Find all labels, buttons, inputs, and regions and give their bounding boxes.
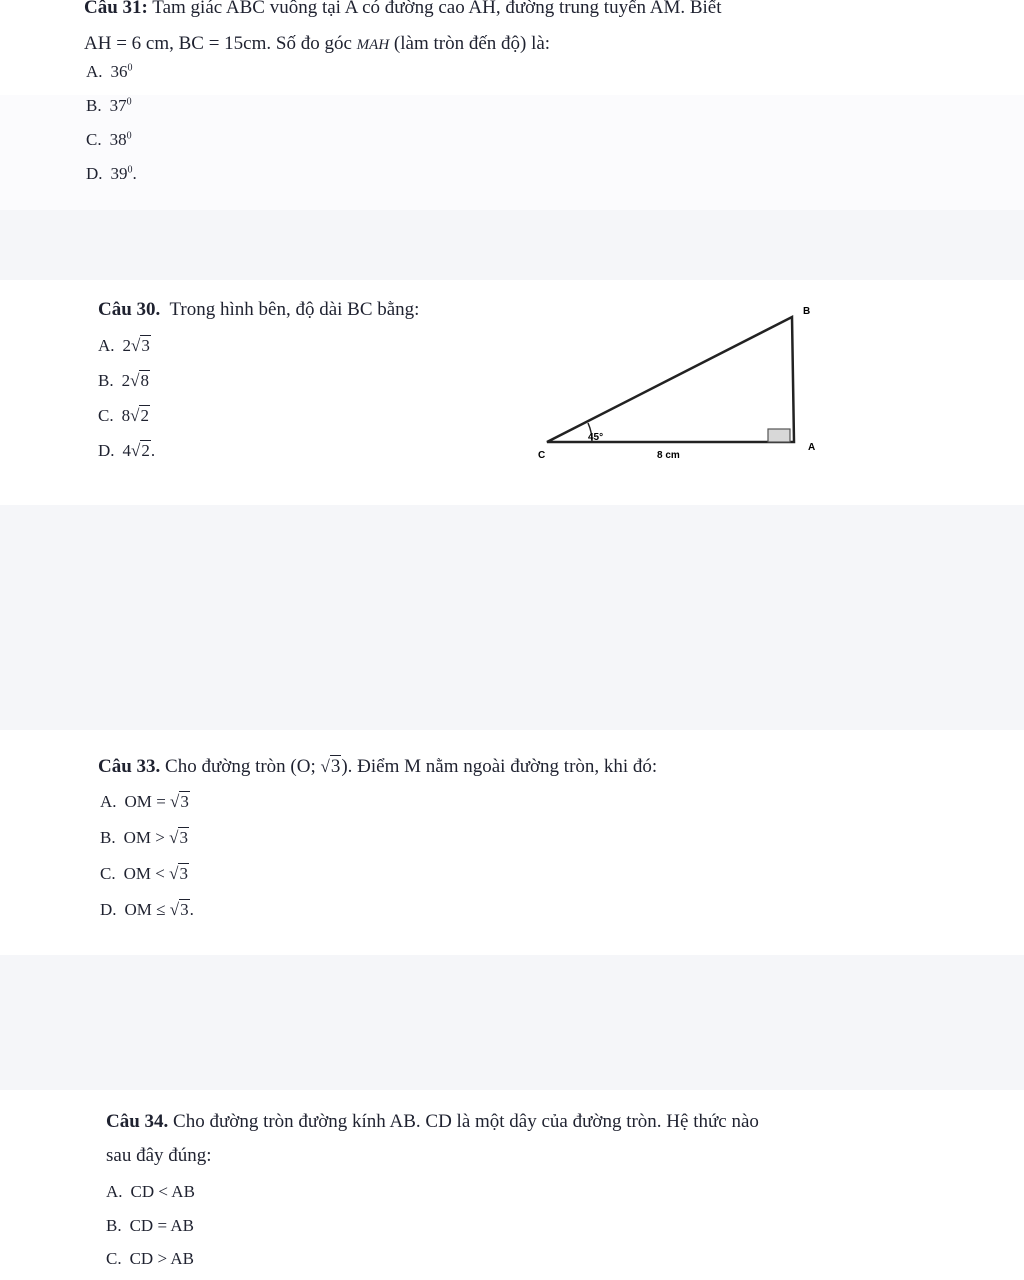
sqrt-symbol: √8	[130, 371, 149, 390]
q33-option-d[interactable]: D. OM ≤ √3.	[100, 900, 194, 919]
q31-option-a[interactable]: A. $36^0$	[86, 62, 133, 81]
q31-option-d[interactable]: D. $39^0$.	[86, 164, 137, 183]
sqrt-symbol: √3	[131, 336, 150, 355]
q34-option-b[interactable]: B. CD = AB	[106, 1216, 194, 1235]
question-34-stem-line1: Câu 34. Cho đường tròn đường kính AB. CD là một dây của đường tròn. Hệ thức nào	[106, 1111, 759, 1132]
question-31-stem-line1: Câu 31: Tam giác ABC vuông tại A có đường cao AH, đường trung tuyến AM. Biết	[84, 0, 722, 20]
band-grey-3	[0, 955, 1024, 1090]
q30-option-a[interactable]: A. 2√3	[98, 336, 150, 355]
band-grey-1	[0, 210, 1024, 280]
question-33-stem: Câu 33. Cho đường tròn (O; √3). Điểm M nằm ngoài đường tròn, khi đó:	[98, 756, 658, 777]
angle-label: 45°	[588, 432, 604, 443]
question-31-stem-line2: AH = 6 cm, BC = 15cm. Số đo góc MAH (làm tròn đến độ) là:	[84, 32, 551, 54]
q30-option-c[interactable]: C. 8√2	[98, 406, 149, 425]
sqrt-symbol: √2	[130, 406, 149, 425]
triangle-figure	[520, 295, 830, 475]
sqrt-symbol: √3	[320, 756, 341, 777]
angle-mah: MAH	[356, 36, 390, 53]
q31-option-b[interactable]: B. $37^0$	[86, 96, 132, 115]
q33-option-b[interactable]: B. OM > √3	[100, 828, 188, 847]
question-34-label: Câu 34.	[106, 1111, 169, 1132]
triangle-abc	[547, 317, 794, 442]
band-grey-2	[0, 505, 1024, 730]
question-30-stem: Câu 30. Trong hình bên, độ dài BC bằng:	[98, 299, 420, 320]
sqrt-symbol: √3	[170, 792, 189, 811]
q34-option-c[interactable]: C. CD > AB	[106, 1249, 194, 1268]
question-33-label: Câu 33.	[98, 756, 161, 777]
question-31	[84, 0, 722, 56]
q31-option-c[interactable]: C. $38^0$	[86, 130, 132, 149]
q30-option-b[interactable]: B. 2√8	[98, 371, 149, 390]
sqrt-symbol: √3	[169, 828, 188, 847]
question-31-label: Câu 31:	[84, 0, 148, 18]
q34-option-a[interactable]: A. CD < AB	[106, 1182, 195, 1201]
sqrt-symbol: √2	[131, 441, 150, 460]
side-length-label: 8 cm	[657, 450, 680, 461]
q33-option-a[interactable]: A. OM = √3	[100, 792, 189, 811]
vertex-b-label: B	[803, 306, 811, 317]
right-angle-mark	[768, 429, 790, 442]
sqrt-symbol: √3	[169, 864, 188, 883]
q30-option-d[interactable]: D. 4√2.	[98, 441, 156, 460]
vertex-a-label: A	[808, 442, 816, 453]
question-34	[106, 1110, 759, 1168]
question-30-label: Câu 30.	[98, 299, 161, 320]
vertex-c-label: C	[538, 450, 546, 461]
question-34-stem-line2: sau đây đúng:	[106, 1144, 212, 1166]
q33-option-c[interactable]: C. OM < √3	[100, 864, 188, 883]
sqrt-symbol: √3	[169, 900, 189, 919]
